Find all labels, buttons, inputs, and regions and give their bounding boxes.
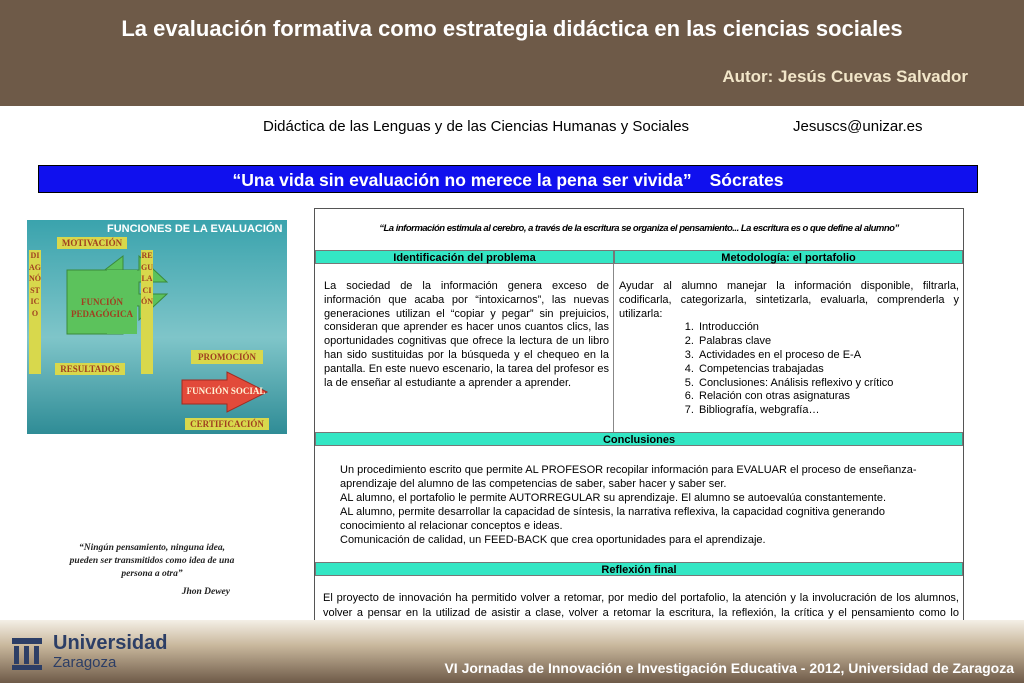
problem-text: La sociedad de la información genera exceso de información que acaba por “intoxicarnos”, las nuevas generaciones utilizan el “copiar y pegar” sin prejuicios, consideran que aprender es hacer unos cuantos clics, las oportunidades cognitivas que ofrece la lectura de un libro han sido sustituidas por la búsqueda y el chequeo en la pantalla. En este nuevo escenario, la tarea del profesor es la de enseñar al estudiante a aprender a aprender. bbox=[324, 280, 609, 389]
method-item: 2. Palabras clave bbox=[697, 335, 959, 349]
center-function-line1: FUNCIÓN bbox=[81, 297, 123, 307]
socrates-quote-bar bbox=[38, 165, 978, 193]
page-title: La evaluación formativa como estrategia didáctica en las ciencias sociales bbox=[121, 16, 903, 41]
method-intro: Ayudar al alumno manejar la información disponible, filtrarla, codificarla, categorizarla, sintetizarla, evaluarla, comprenderla y utilizarla: bbox=[619, 280, 959, 320]
method-item: 7. Bibliografía, webgrafía… bbox=[697, 404, 959, 418]
dewey-quote: “Ningún pensamiento, ninguna idea, pueden ser transmitidos como idea de una persona a otra” bbox=[69, 543, 235, 579]
conclusions-text bbox=[340, 463, 950, 547]
socrates-attribution: Sócrates bbox=[709, 170, 784, 190]
problem-header: Identificación del problema bbox=[315, 250, 614, 264]
resultados-label: RESULTADOS bbox=[55, 363, 125, 375]
method-item: 3. Actividades en el proceso de E-A bbox=[697, 349, 959, 363]
conclusion-item: AL alumno, el portafolio le permite AUTORREGULAR su aprendizaje. El alumno se autoevalúa constantemente. bbox=[340, 492, 887, 504]
conclusions-header: Conclusiones bbox=[315, 432, 963, 446]
diagnostico-label: DIAGNÓSTICO bbox=[29, 250, 41, 374]
content-table bbox=[314, 208, 964, 646]
evaluation-functions-diagram bbox=[27, 220, 287, 434]
final-header: Reflexión final bbox=[315, 562, 963, 576]
author-label: Autor: Jesús Cuevas Salvador bbox=[722, 67, 968, 86]
promocion-label: PROMOCIÓN bbox=[191, 350, 263, 364]
department-label: Didáctica de las Lenguas y de las Ciencias Humanas y Sociales bbox=[263, 118, 690, 135]
funcion-social-label: FUNCIÓN SOCIAL bbox=[186, 386, 266, 396]
socrates-quote: “Una vida sin evaluación no merece la pena ser vivida” bbox=[232, 170, 692, 190]
certificacion-label: CERTIFICACIÓN bbox=[185, 418, 269, 430]
method-item: 5. Conclusiones: Análisis reflexivo y crítico bbox=[697, 377, 959, 391]
dewey-author: Jhon Dewey bbox=[181, 587, 230, 597]
method-list bbox=[619, 321, 959, 418]
conclusion-item: Comunicación de calidad, un FEED-BACK que crea oportunidades para el aprendizaje. bbox=[340, 534, 766, 546]
event-footer-text: VI Jornadas de Innovación e Investigación Educativa - 2012, Universidad de Zaragoza bbox=[444, 660, 1014, 676]
university-crest-icon bbox=[10, 634, 44, 674]
method-item: 1. Introducción bbox=[697, 321, 959, 335]
university-logo-city: Zaragoza bbox=[53, 654, 117, 671]
writing-quote: “La información estimula al cerebro, a través de la escritura se organiza el pensamiento... La escritura es o que define al alumno” bbox=[379, 223, 899, 234]
center-function-line2: PEDAGÓGICA bbox=[70, 309, 133, 319]
method-item: 6. Relación con otras asignaturas bbox=[697, 390, 959, 404]
motivacion-label: MOTIVACIÓN bbox=[57, 237, 127, 249]
method-header: Metodología: el portafolio bbox=[614, 250, 963, 264]
conclusion-item: Un procedimiento escrito que permite AL PROFESOR recopilar información para EVALUAR el proceso de enseñanza-aprendizaje del alumno de las competencias de saber, saber hacer y saber ser. bbox=[340, 464, 917, 490]
diagram-title: FUNCIONES DE LA EVALUACIÓN bbox=[107, 223, 283, 235]
final-reflection-text: El proyecto de innovación ha permitido volver a retomar, por medio del portafolio, la atención y la involucración de los alumnos, volver a pensar en la utilizad de asistir a clase, volver a retomar la escritura, la reflexión, la crítica y el pensamiento como lo bbox=[323, 592, 959, 619]
method-item: 4. Competencias trabajadas bbox=[697, 363, 959, 377]
university-logo-name: Universidad bbox=[53, 632, 168, 654]
header-bar bbox=[0, 0, 1024, 106]
diagram-graphics bbox=[27, 220, 287, 434]
method-text bbox=[619, 280, 959, 418]
column-divider bbox=[613, 264, 614, 432]
email-link[interactable]: Jesuscs@unizar.es bbox=[793, 118, 923, 135]
conclusion-item: AL alumno, permite desarrollar la capacidad de síntesis, la narrativa reflexiva, la capacidad cognitiva generando conocimiento al relacionar conceptos e ideas. bbox=[340, 506, 886, 532]
regulacion-label: REGULACIÓN bbox=[141, 250, 153, 374]
